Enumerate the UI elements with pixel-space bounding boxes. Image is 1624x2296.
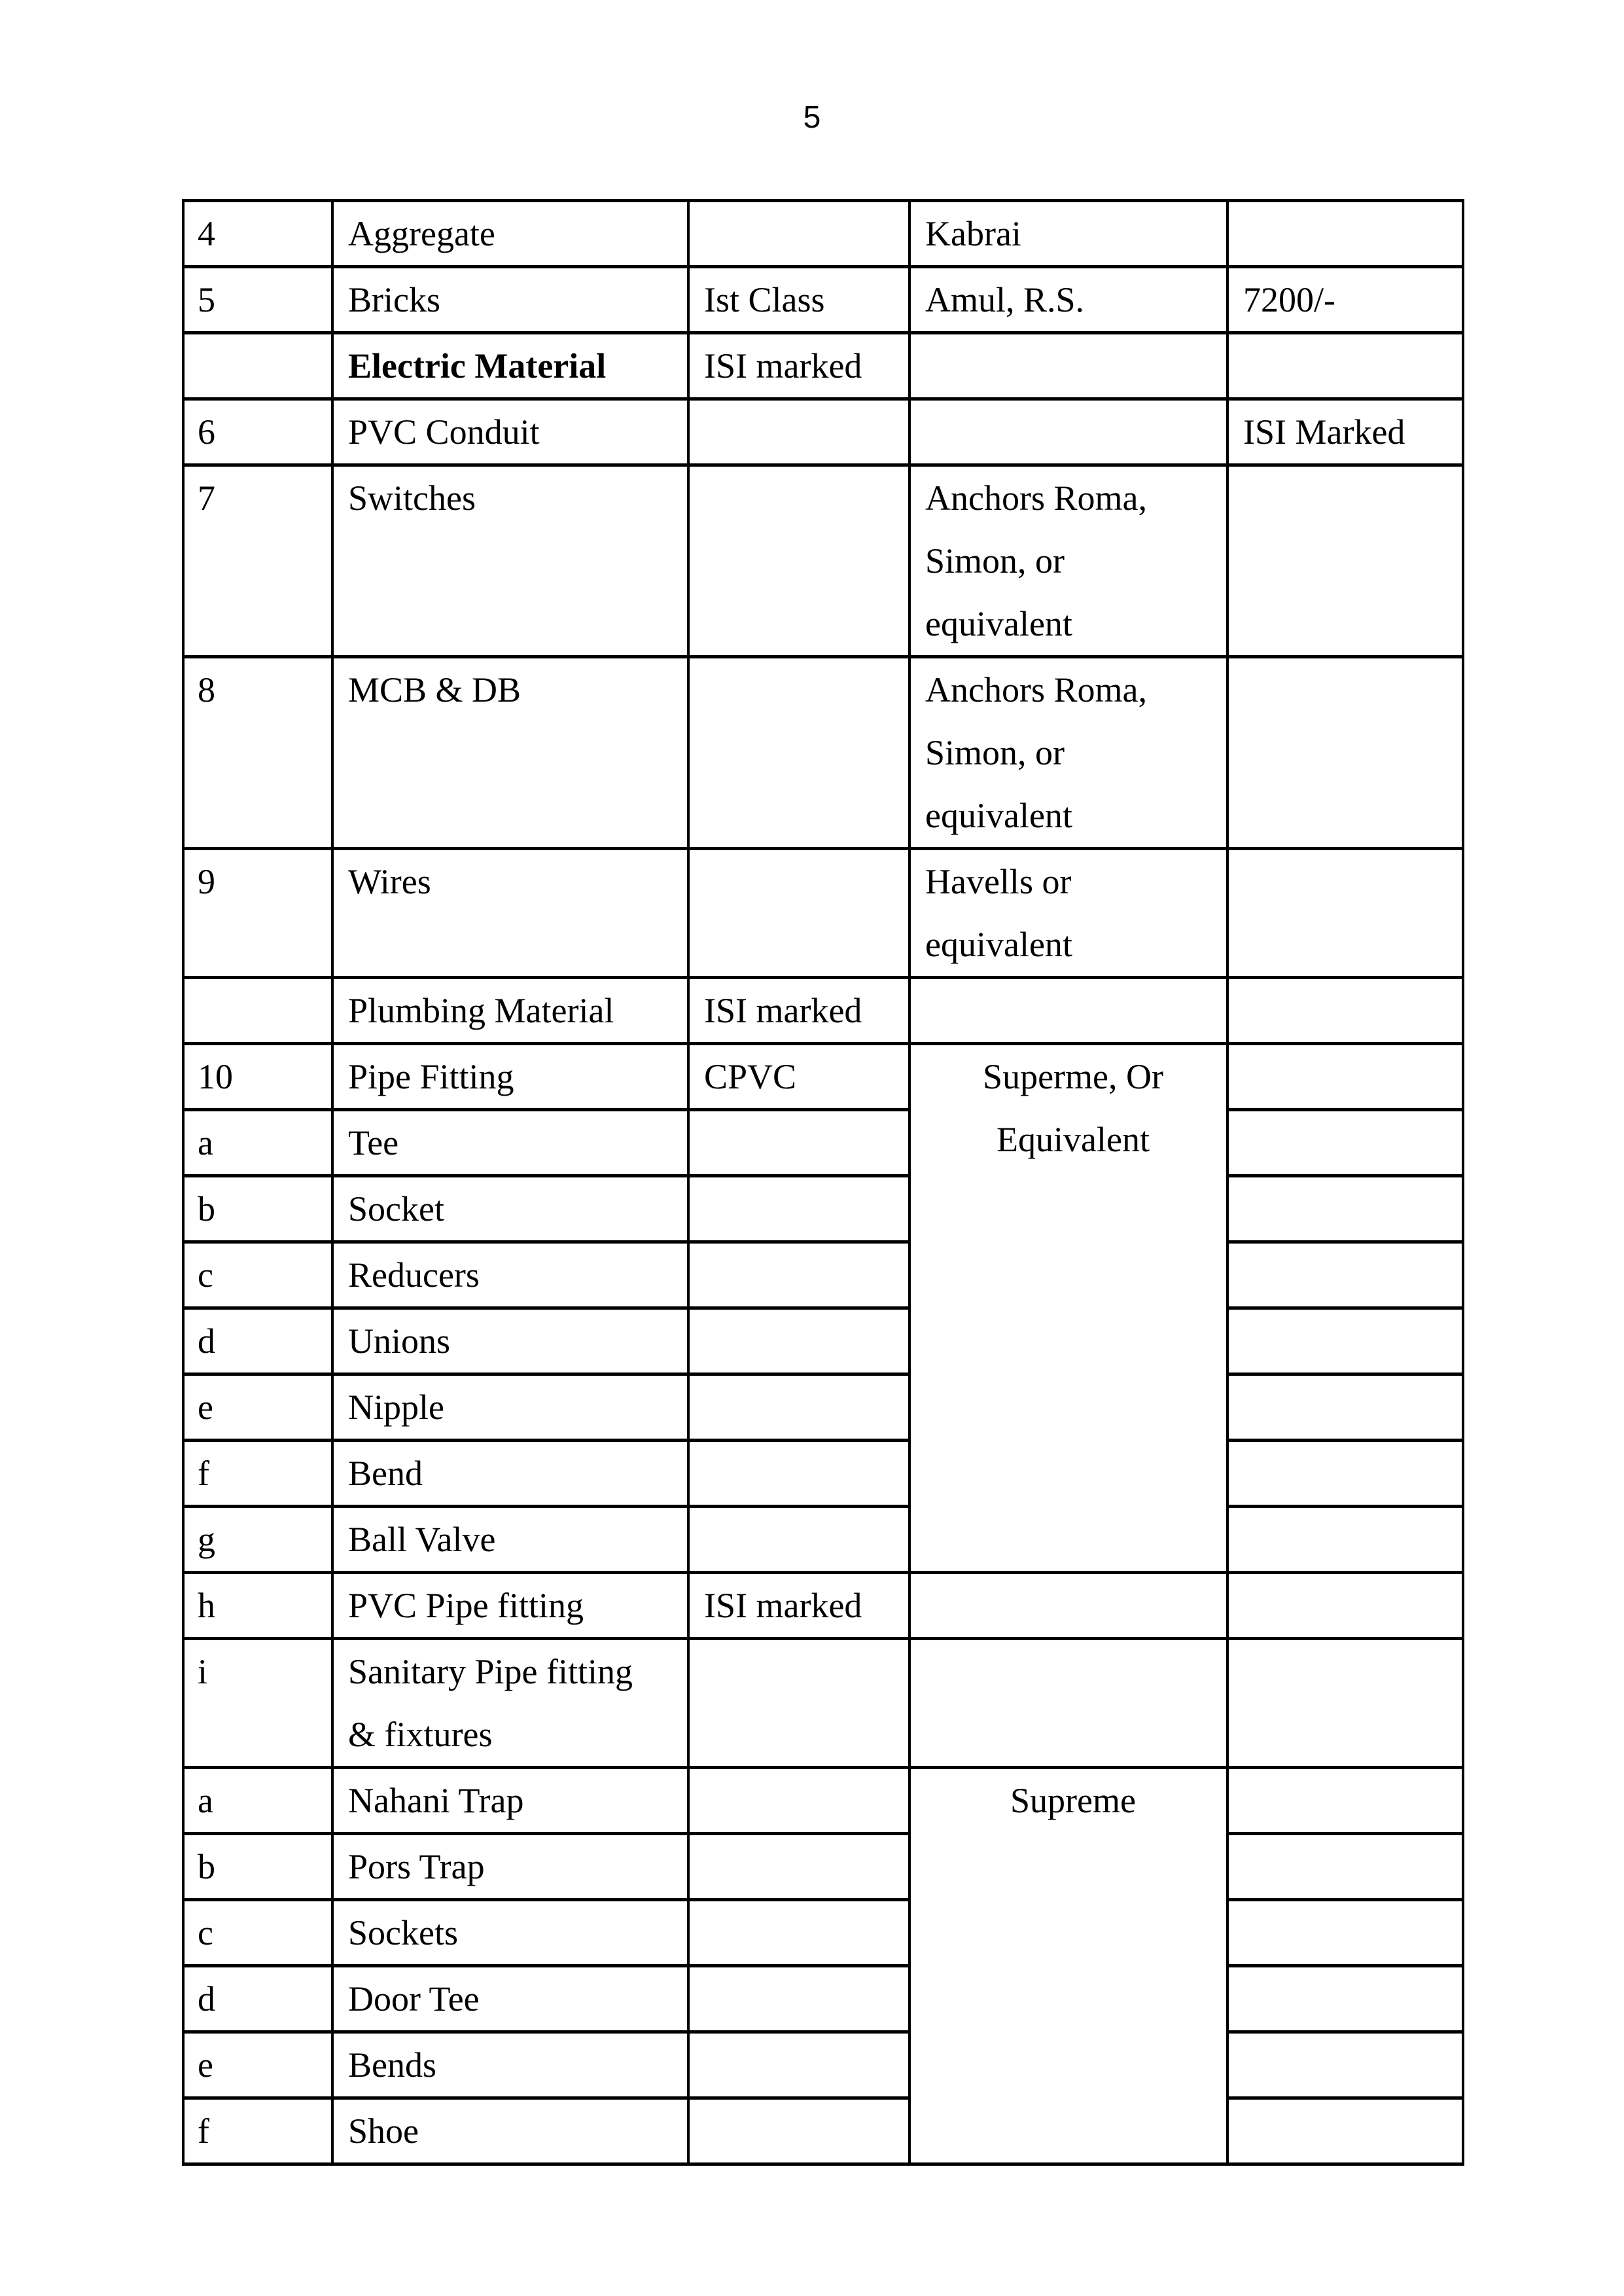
sno-cell: 4	[183, 201, 332, 267]
material-cell: Electric Material	[332, 333, 688, 399]
sno-cell: 6	[183, 399, 332, 465]
sno-cell	[183, 978, 332, 1044]
brand-cell: Kabrai	[909, 201, 1227, 267]
table-row	[183, 849, 1463, 978]
table-row	[183, 1900, 1463, 1966]
sno-cell: e	[183, 1374, 332, 1441]
rate-cell	[1227, 201, 1463, 267]
sno-cell: d	[183, 1308, 332, 1374]
table-row	[183, 333, 1463, 399]
brand-cell	[909, 1573, 1227, 1639]
brand-cell	[909, 978, 1227, 1044]
spec-cell	[688, 201, 909, 267]
rate-cell	[1227, 1834, 1463, 1900]
rate-cell: 7200/-	[1227, 267, 1463, 333]
sno-cell: i	[183, 1639, 332, 1768]
brand-merged-cell	[909, 1768, 1227, 2164]
table-row	[183, 1242, 1463, 1308]
spec-cell	[688, 2032, 909, 2098]
table-row	[183, 1176, 1463, 1242]
rate-cell	[1227, 333, 1463, 399]
material-cell: Socket	[332, 1176, 688, 1242]
table-row	[183, 978, 1463, 1044]
rate-cell	[1227, 1242, 1463, 1308]
table-row	[183, 1834, 1463, 1900]
sno-cell: b	[183, 1176, 332, 1242]
brand-cell: Amul, R.S.	[909, 267, 1227, 333]
rate-cell	[1227, 1768, 1463, 1834]
material-cell: Unions	[332, 1308, 688, 1374]
rate-cell	[1227, 1374, 1463, 1441]
rate-cell	[1227, 849, 1463, 978]
spec-cell: ISI marked	[688, 978, 909, 1044]
material-cell: Pipe Fitting	[332, 1044, 688, 1110]
spec-cell: ISI marked	[688, 1573, 909, 1639]
table-row	[183, 1573, 1463, 1639]
sno-cell: h	[183, 1573, 332, 1639]
rate-cell	[1227, 1044, 1463, 1110]
table-row	[183, 1308, 1463, 1374]
sno-cell: a	[183, 1768, 332, 1834]
cell-line: Sanitary Pipe fitting	[348, 1652, 633, 1691]
spec-cell	[688, 1768, 909, 1834]
sno-cell: 7	[183, 465, 332, 657]
spec-cell	[688, 465, 909, 657]
page-number: 5	[803, 100, 821, 135]
material-cell: Shoe	[332, 2098, 688, 2164]
material-cell: PVC Pipe fitting	[332, 1573, 688, 1639]
table-row	[183, 267, 1463, 333]
rate-cell	[1227, 465, 1463, 657]
cell-line: Simon, or	[925, 541, 1065, 581]
brand-cell	[909, 849, 1227, 978]
cell-line: Superme, Or	[983, 1057, 1163, 1096]
sno-cell: g	[183, 1507, 332, 1573]
material-cell: Pors Trap	[332, 1834, 688, 1900]
rate-cell	[1227, 1441, 1463, 1507]
spec-cell	[688, 1308, 909, 1374]
table-row	[183, 1507, 1463, 1573]
cell-line: Equivalent	[997, 1120, 1150, 1159]
cell-line: equivalent	[925, 604, 1072, 643]
cell-line: Supreme	[1010, 1781, 1136, 1820]
table-row	[183, 1966, 1463, 2032]
spec-cell	[688, 1110, 909, 1176]
material-cell: Door Tee	[332, 1966, 688, 2032]
material-cell: Plumbing Material	[332, 978, 688, 1044]
spec-cell	[688, 849, 909, 978]
cell-line: equivalent	[925, 925, 1072, 964]
rate-cell	[1227, 657, 1463, 849]
sno-cell: a	[183, 1110, 332, 1176]
table-row	[183, 1639, 1463, 1768]
rate-cell	[1227, 1176, 1463, 1242]
table-row	[183, 1110, 1463, 1176]
spec-cell	[688, 1639, 909, 1768]
materials-table	[182, 199, 1464, 2166]
material-cell: MCB & DB	[332, 657, 688, 849]
rate-cell	[1227, 1900, 1463, 1966]
sno-cell: 9	[183, 849, 332, 978]
sno-cell: f	[183, 2098, 332, 2164]
brand-merged-cell	[909, 1044, 1227, 1573]
spec-cell	[688, 1507, 909, 1573]
rate-cell: ISI Marked	[1227, 399, 1463, 465]
spec-cell	[688, 1242, 909, 1308]
material-cell: Ball Valve	[332, 1507, 688, 1573]
rate-cell	[1227, 1639, 1463, 1768]
spec-cell	[688, 1900, 909, 1966]
rate-cell	[1227, 1507, 1463, 1573]
cell-line: equivalent	[925, 796, 1072, 835]
sno-cell: 5	[183, 267, 332, 333]
material-cell: Switches	[332, 465, 688, 657]
brand-cell	[909, 657, 1227, 849]
spec-cell: ISI marked	[688, 333, 909, 399]
material-cell: Bends	[332, 2032, 688, 2098]
spec-cell: CPVC	[688, 1044, 909, 1110]
cell-line: Havells or	[925, 862, 1072, 901]
material-cell: Sockets	[332, 1900, 688, 1966]
cell-line: Anchors Roma,	[925, 670, 1147, 709]
rate-cell	[1227, 1308, 1463, 1374]
sno-cell: c	[183, 1242, 332, 1308]
material-cell: Nipple	[332, 1374, 688, 1441]
sno-cell	[183, 333, 332, 399]
rate-cell	[1227, 978, 1463, 1044]
rate-cell	[1227, 1966, 1463, 2032]
material-cell: Bricks	[332, 267, 688, 333]
material-cell: Bend	[332, 1441, 688, 1507]
spec-cell: Ist Class	[688, 267, 909, 333]
table-row	[183, 1441, 1463, 1507]
spec-cell	[688, 1176, 909, 1242]
table-row	[183, 1374, 1463, 1441]
material-cell: Nahani Trap	[332, 1768, 688, 1834]
brand-cell	[909, 399, 1227, 465]
rate-cell	[1227, 2032, 1463, 2098]
material-cell	[332, 1639, 688, 1768]
material-cell: Tee	[332, 1110, 688, 1176]
sno-cell: b	[183, 1834, 332, 1900]
cell-line: Anchors Roma,	[925, 478, 1147, 518]
table-row	[183, 465, 1463, 657]
sno-cell: 10	[183, 1044, 332, 1110]
material-cell: Reducers	[332, 1242, 688, 1308]
spec-cell	[688, 2098, 909, 2164]
table-row	[183, 2032, 1463, 2098]
rate-cell	[1227, 1110, 1463, 1176]
sno-cell: c	[183, 1900, 332, 1966]
spec-cell	[688, 399, 909, 465]
spec-cell	[688, 1374, 909, 1441]
material-cell: Wires	[332, 849, 688, 978]
sno-cell: f	[183, 1441, 332, 1507]
cell-line: Simon, or	[925, 733, 1065, 772]
material-cell: PVC Conduit	[332, 399, 688, 465]
brand-cell	[909, 465, 1227, 657]
table-row	[183, 399, 1463, 465]
sno-cell: e	[183, 2032, 332, 2098]
table-row	[183, 201, 1463, 267]
brand-cell	[909, 333, 1227, 399]
spec-cell	[688, 1966, 909, 2032]
table-row	[183, 1044, 1463, 1110]
table-row	[183, 657, 1463, 849]
rate-cell	[1227, 1573, 1463, 1639]
sno-cell: d	[183, 1966, 332, 2032]
rate-cell	[1227, 2098, 1463, 2164]
table-row	[183, 2098, 1463, 2164]
cell-line: & fixtures	[348, 1715, 493, 1754]
spec-cell	[688, 1441, 909, 1507]
sno-cell: 8	[183, 657, 332, 849]
brand-cell	[909, 1639, 1227, 1768]
spec-cell	[688, 657, 909, 849]
spec-cell	[688, 1834, 909, 1900]
table-row	[183, 1768, 1463, 1834]
material-cell: Aggregate	[332, 201, 688, 267]
